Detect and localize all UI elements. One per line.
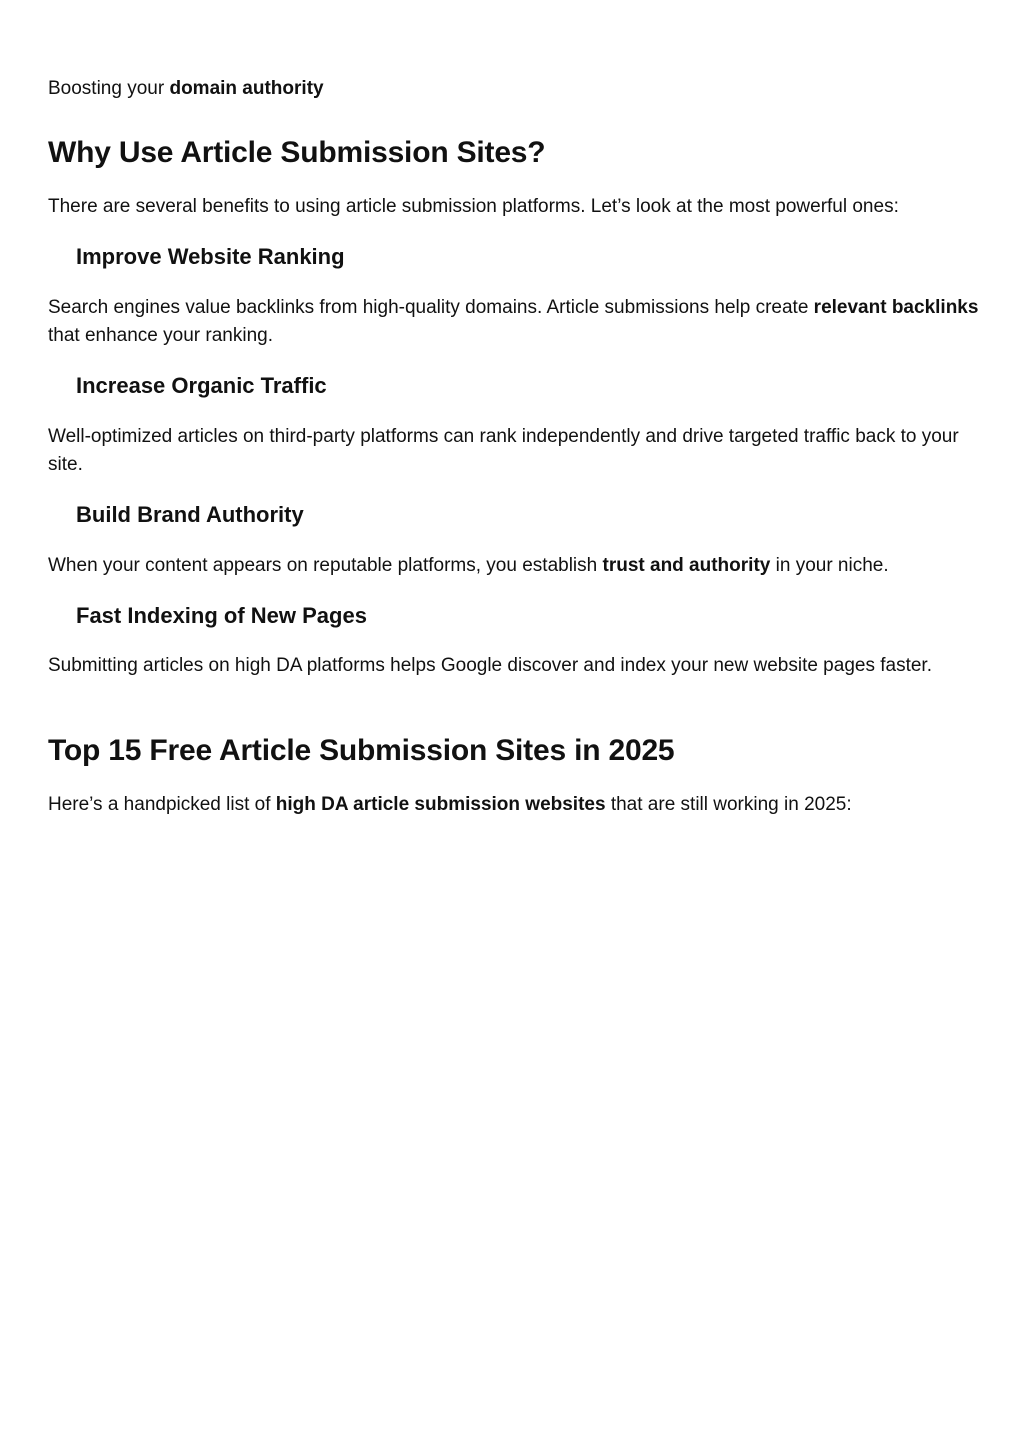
paragraph-bold-text: relevant backlinks [813, 297, 979, 318]
paragraph-text: Search engines value backlinks from high-quality domains. Article submissions help create [48, 297, 814, 318]
paragraph-text: in your niche. [770, 555, 889, 576]
intro-text: Boosting your [48, 78, 170, 99]
benefit-paragraph-indexing [48, 652, 984, 680]
paragraph-text: that enhance your ranking. [48, 325, 273, 346]
benefit-heading-ranking: Improve Website Ranking [76, 244, 345, 269]
paragraph-text: that are still working in 2025: [605, 794, 852, 815]
paragraph-bold-text: high DA article submission websites [275, 794, 606, 815]
paragraph-bold-text: trust and authority [602, 555, 771, 576]
why-heading: Why Use Article Submission Sites? [48, 136, 546, 169]
top15-heading: Top 15 Free Article Submission Sites in 2025 [48, 734, 675, 767]
benefit-heading-indexing: Fast Indexing of New Pages [76, 603, 367, 628]
intro-line [48, 76, 324, 102]
benefit-heading-traffic: Increase Organic Traffic [76, 373, 327, 398]
benefit-paragraph-traffic [48, 423, 984, 479]
paragraph-text: When your content appears on reputable platforms, you establish [48, 555, 603, 576]
benefit-paragraph-ranking [48, 294, 984, 350]
why-lead-paragraph: There are several benefits to using article submission platforms. Let’s look at the most powerful ones: [48, 196, 899, 217]
benefit-paragraph-authority [48, 552, 984, 580]
paragraph-text: Well-optimized articles on third-party platforms can rank independently and drive targeted traffic back to your site. [48, 426, 959, 475]
paragraph-text: Submitting articles on high DA platforms helps Google discover and index your new website pages faster. [48, 655, 932, 676]
benefit-heading-authority: Build Brand Authority [76, 502, 304, 527]
top15-lead-paragraph [48, 791, 984, 819]
intro-bold-text: domain authority [169, 78, 324, 99]
paragraph-text: Here’s a handpicked list of [48, 794, 276, 815]
